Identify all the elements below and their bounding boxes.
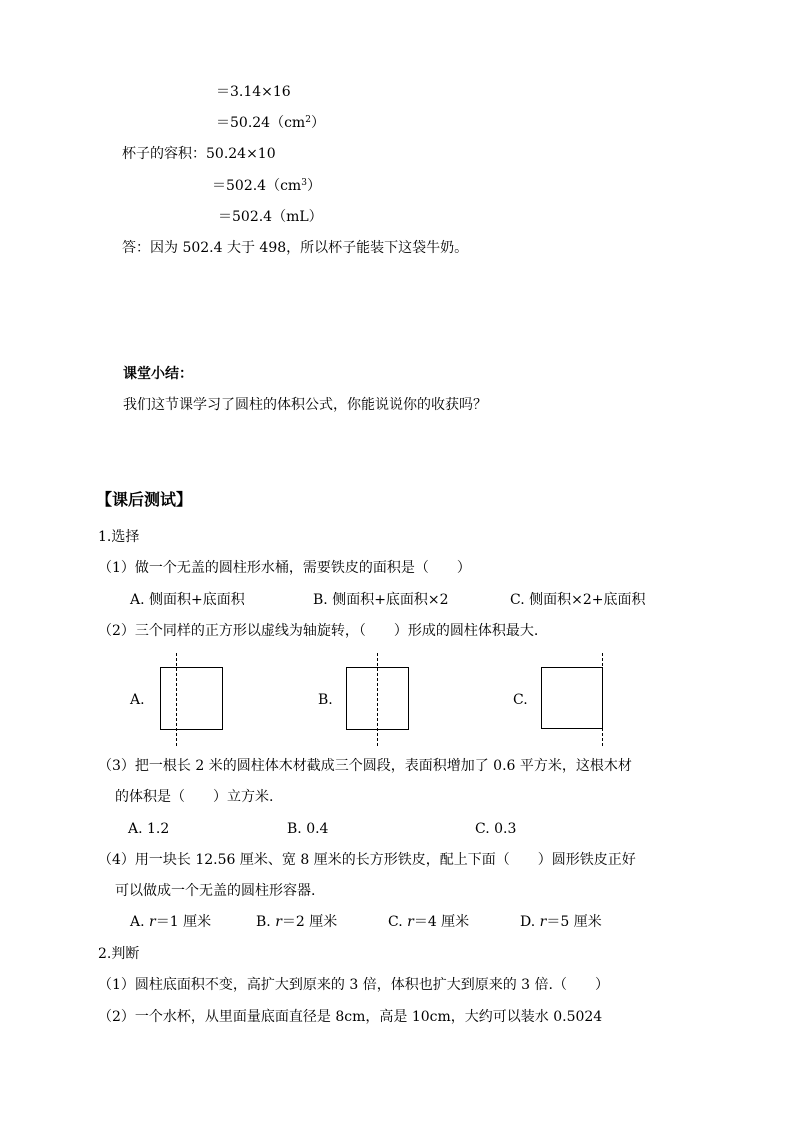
q4-option-d-value: ＝5 厘米 — [546, 914, 602, 930]
q3-option-a: A. 1.2 — [128, 821, 170, 837]
q4-option-b-letter: B. — [256, 914, 276, 930]
calc-line-2 — [216, 113, 325, 133]
question-3-line-2: 的体积是（ ）立方米. — [115, 789, 274, 805]
cup-volume-label: 杯子的容积： — [122, 146, 206, 162]
q4-option-c-letter: C. — [388, 914, 408, 930]
section-choice: 1.选择 — [98, 529, 140, 545]
q1-option-b: B. 侧面积+底面积×2 — [313, 592, 449, 608]
question-4-line-2: 可以做成一个无盖的圆柱形容器. — [115, 883, 316, 899]
figure-c-label: C. — [513, 692, 528, 708]
section-judge: 2.判断 — [98, 946, 140, 962]
q4-option-d-letter: D. — [520, 914, 540, 930]
question-3-line-1: （3）把一根长 2 米的圆柱体木材截成三个圆段，表面积增加了 0.6 平方米，这根木材 — [98, 758, 632, 774]
q3-option-b: B. 0.4 — [287, 821, 329, 837]
test-heading: 【课后测试】 — [96, 490, 193, 509]
calc-line-4-exponent: 3 — [301, 178, 307, 188]
q3-option-c: C. 0.3 — [475, 821, 517, 837]
cup-volume-expr: 50.24×10 — [206, 146, 276, 162]
question-1: （1）做一个无盖的圆柱形水桶，需要铁皮的面积是（ ） — [98, 560, 471, 576]
cup-volume-line — [122, 144, 276, 164]
figure-b-label: B. — [318, 692, 333, 708]
q4-option-a-letter: A. — [130, 914, 150, 930]
calc-line-1: ＝3.14×16 — [216, 84, 291, 100]
q4-option-d — [520, 912, 602, 932]
q4-option-c — [388, 912, 469, 932]
q4-option-a-var: r — [149, 914, 156, 930]
figure-b-axis — [377, 653, 378, 746]
q4-option-b — [256, 912, 337, 932]
q4-option-c-value: ＝4 厘米 — [413, 914, 470, 930]
calc-line-2-close: ） — [310, 115, 325, 131]
calc-line-2-exponent: 2 — [305, 115, 311, 125]
summary-text: 我们这节课学习了圆柱的体积公式，你能说说你的收获吗？ — [123, 397, 487, 413]
calc-line-5: ＝502.4（mL） — [218, 209, 323, 225]
q1-option-a: A. 侧面积+底面积 — [130, 592, 245, 608]
figure-a-square — [160, 667, 223, 730]
q4-option-b-var: r — [275, 914, 282, 930]
calc-line-4-close: ） — [306, 178, 321, 194]
q4-option-c-var: r — [407, 914, 414, 930]
calc-line-4 — [212, 176, 321, 196]
figure-c-square — [541, 667, 603, 729]
figure-c-axis — [602, 653, 603, 746]
calc-line-4-text: ＝502.4（cm — [212, 178, 302, 194]
q4-option-b-value: ＝2 厘米 — [281, 914, 338, 930]
q4-option-a-value: ＝1 厘米 — [155, 914, 212, 930]
q4-option-d-var: r — [539, 914, 547, 930]
summary-heading: 课堂小结： — [123, 366, 193, 382]
answer-line: 答：因为 502.4 大于 498，所以杯子能装下这袋牛奶。 — [122, 240, 469, 256]
q4-option-a — [130, 912, 211, 932]
question-2: （2）三个同样的正方形以虚线为轴旋转，（ ）形成的圆柱体积最大. — [98, 623, 539, 639]
judge-1: （1）圆柱底面积不变，高扩大到原来的 3 倍，体积也扩大到原来的 3 倍.（ ） — [98, 977, 609, 993]
figure-a-label: A. — [130, 692, 145, 708]
question-4-line-1: （4）用一块长 12.56 厘米、宽 8 厘米的长方形铁皮，配上下面（ ）圆形铁皮正好 — [98, 852, 636, 868]
figure-a-axis — [176, 653, 177, 746]
q1-option-c: C. 侧面积×2+底面积 — [510, 592, 646, 608]
judge-2: （2）一个水杯，从里面量底面直径是 8cm，高是 10cm，大约可以装水 0.5024 — [98, 1009, 603, 1025]
calc-line-2-text: ＝50.24（cm — [216, 115, 306, 131]
